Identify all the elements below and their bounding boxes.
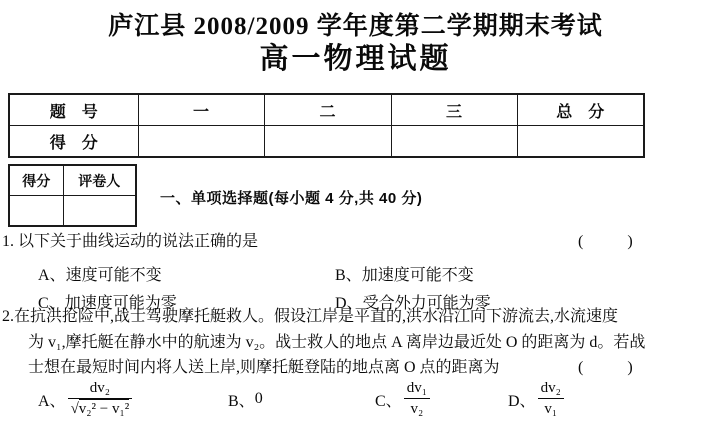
paren-open: ( [578,359,584,376]
exam-subtitle: 高一物理试题 [259,43,452,75]
option-b-text: 加速度可能不变 [361,266,474,284]
question-2 [2,304,709,381]
paren-open: ( [578,233,584,250]
score-table-empty-cell [517,126,644,158]
paren-close: ) [627,359,633,376]
sqrt-radicand: v₂² − v₁² [78,401,130,417]
question-2-options [0,374,711,424]
question-2-text-line1: 在抗洪抢险中,战士驾驶摩托艇救人。假设江岸是平直的,洪水沿江向下游流去,水流速度 [14,308,619,325]
fraction-denominator: v₂ [404,398,430,419]
score-table-empty-cell [391,126,517,158]
question-1-number: 1. [2,233,14,250]
question-2-line1 [2,304,709,330]
score-table-header-cell: 三 [391,94,517,126]
grader-box-empty-row [9,196,136,227]
grader-box-score-label: 得分 [9,165,63,196]
option-a-text: 速度可能不变 [65,266,162,284]
option-d-label: D、 [335,294,363,312]
fraction-denominator [68,398,133,419]
score-table-empty-cell [264,126,391,158]
grader-box-header-row [9,165,136,196]
option-a [38,374,132,424]
question-2-text-line3: 士想在最短时间内将人送上岸,则摩托艇登陆的地点离 O 点的距离为 [28,359,500,376]
grader-box-empty-cell [9,196,63,227]
question-1-stem: 以下关于曲线运动的说法正确的是 [18,233,259,250]
option-d-fraction [538,379,564,419]
question-2-number: 2. [2,308,14,325]
fraction-denominator: v₁ [538,398,564,419]
option-d [508,374,564,424]
fraction-numerator: dv₂ [89,380,110,397]
fraction-numerator: dv₁ [406,380,427,397]
option-c-text: 加速度可能为零 [64,294,177,312]
option-c [375,374,430,424]
score-table-header-cell: 二 [264,94,391,126]
option-c-fraction [404,379,430,419]
option-a-label: A、 [38,266,66,284]
option-b-label: B、 [228,392,255,410]
grader-score-box [8,164,137,227]
option-d-text: 受合外力可能为零 [362,294,491,312]
grader-box-grader-label: 评卷人 [63,165,136,196]
score-row-label: 得 分 [9,126,138,158]
option-a [38,262,335,285]
option-b [228,374,263,424]
option-a-fraction [68,379,133,419]
fraction-numerator: dv₂ [540,380,561,397]
option-b-label: B、 [335,266,362,284]
option-c-label: C、 [375,392,402,410]
score-summary-table [8,93,645,158]
score-table-score-row [9,126,644,158]
grader-box-empty-cell [63,196,136,227]
score-table-header-cell: 一 [138,94,264,126]
question-2-line2: 为 v₁,摩托艇在静水中的航速为 v₂。战士救人的地点 A 离岸边最近处 O 的距离为 d。若战 [28,333,646,351]
option-c-label: C、 [38,294,65,312]
option-b-text: 0 [254,390,263,407]
option-a-label: A、 [38,392,66,410]
question-1-stem-row [2,230,709,254]
question-1 [2,230,709,315]
paren-close: ) [627,233,633,250]
score-table-header-cell: 总 分 [517,94,644,126]
score-table-header-cell: 题 号 [9,94,138,126]
score-table-header-row [9,94,644,126]
question-1-answer-parens [578,230,633,254]
section-one-heading: 一、单项选择题(每小题 4 分,共 40 分) [160,190,423,207]
score-table-empty-cell [138,126,264,158]
option-d-label: D、 [508,392,536,410]
option-b [335,262,709,285]
exam-title: 庐江县 2008/2009 学年度第二学期期末考试 [108,13,603,40]
sqrt-sign: √ [70,401,79,417]
